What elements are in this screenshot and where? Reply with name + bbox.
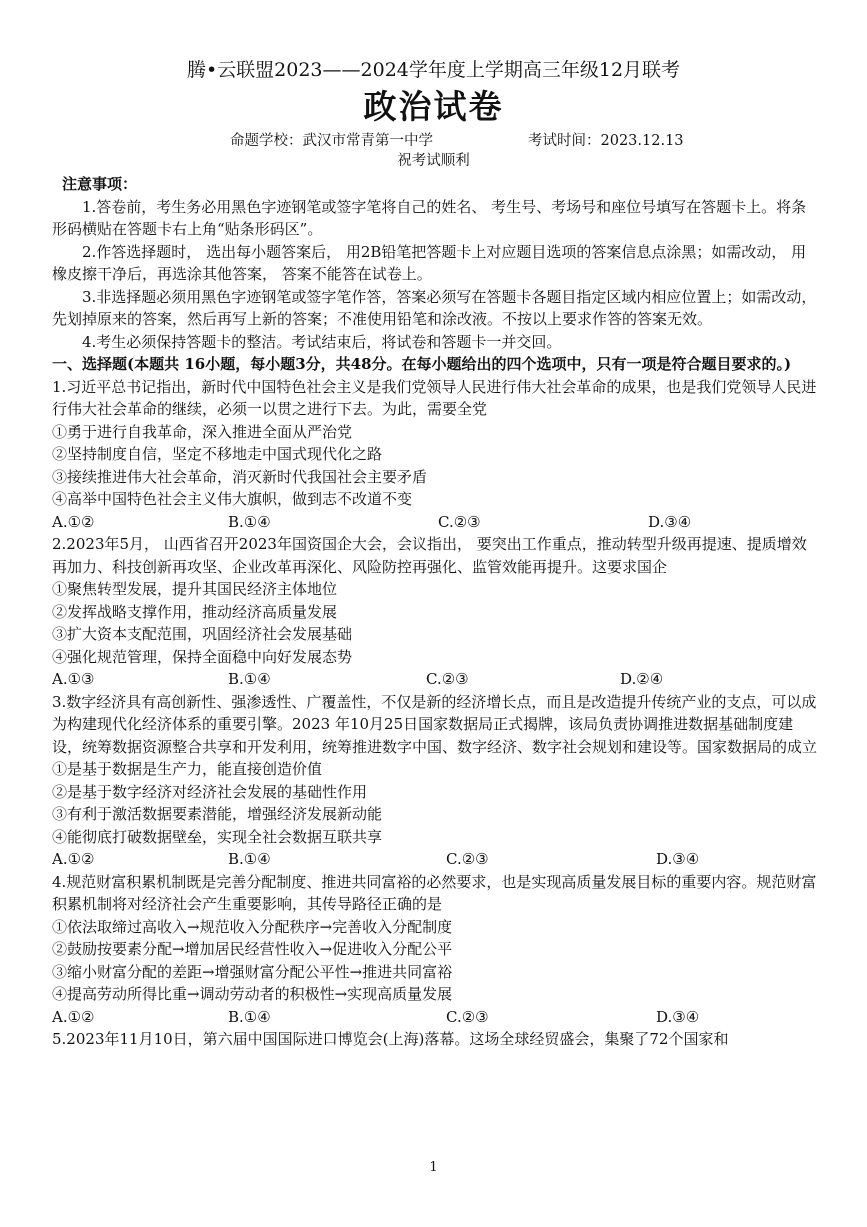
question-stem: 5.2023年11月10日，第六届中国国际进口博览会(上海)落幕。这场全球经贸盛会，集聚了72个国家和 (52, 1030, 729, 1048)
question-stem: 4.规范财富积累机制既是完善分配制度、推进共同富裕的必然要求，也是实现高质量发展目标的重要内容。规范财富积累机制将对经济社会产生重要影响，其传导路径正确的是 (52, 872, 817, 913)
option-b: B.①④ (228, 512, 271, 531)
option-a: A.①② (52, 1007, 95, 1026)
exam-time: 考试时间：2023.12.13 (528, 133, 684, 149)
question-item: ③扩大资本支配范围，巩固经济社会发展基础 (52, 625, 353, 643)
notice-item: 3.非选择题必须用黑色字迹钢笔或签字笔作答，答案必须写在答题卡各题目指定区域内相应位置上；如需改动，先划掉原来的答案，然后再写上新的答案；不准使用铅笔和涂改液。不按以上要求作答的答案无效。 (52, 287, 817, 328)
option-d: D.②④ (620, 670, 664, 688)
question-item: ③有利于激活数据要素潜能，增强经济发展新动能 (52, 805, 383, 823)
question-stem: 3.数字经济具有高创新性、强渗透性、广覆盖性，不仅是新的经济增长点，而且是改造提升传统产业的支点，可以成为构建现代化经济体系的重要引擎。2023 年10月25日国家数据局正式揭牌，该局负责协调推进数据基础制度建设，统筹数据资源整合共享和开发利用，统筹推进数字中国、数字经济、数字社会规划和建设等。国家数据局的成立 (52, 692, 818, 756)
wish-text: 祝考试顺利 (397, 153, 470, 169)
page-number: 1 (429, 1160, 438, 1175)
question-item: ④提高劳动所得比重→调动劳动者的积极性→实现高质量发展 (52, 985, 453, 1003)
option-c: C.②③ (438, 512, 481, 531)
answer-options (52, 848, 818, 871)
question-item: ③缩小财富分配的差距→增强财富分配公平性→推进共同富裕 (52, 962, 453, 981)
option-a: A.①② (52, 850, 95, 868)
option-c: C.②③ (446, 1007, 489, 1026)
option-a: A.①② (52, 512, 95, 531)
question-item: ②发挥战略支撑作用，推动经济高质量发展 (52, 602, 338, 621)
question-stem: 2.2023年5月， 山西省召开2023年国资国企大会，会议指出， 要突出工作重点，推动转型升级再提速、提质增效再加力、科技创新再攻坚、企业改革再深化、风险防控再强化、监管效能再提升。这要求国企 (52, 535, 807, 576)
answer-options (52, 511, 818, 534)
option-d: D.③④ (648, 512, 692, 531)
question-item: ①勇于进行自我革命，深入推进全面从严治党 (52, 422, 353, 441)
option-a: A.①③ (52, 670, 95, 688)
question-stem: 1.习近平总书记指出，新时代中国特色社会主义是我们党领导人民进行伟大社会革命的成果，也是我们党领导人民进行伟大社会革命的继续，必须一以贯之进行下去。为此，需要全党 (52, 377, 817, 418)
question-item: ②坚持制度自信，坚定不移地走中国式现代化之路 (52, 445, 383, 463)
option-c: C.②③ (446, 850, 489, 868)
option-c: C.②③ (426, 670, 469, 688)
answer-options (52, 668, 818, 691)
option-d: D.③④ (656, 1007, 700, 1026)
question-item: ④能彻底打破数据壁垒，实现全社会数据互联共享 (52, 827, 383, 846)
school-name: 命题学校：武汉市常青第一中学 (230, 133, 433, 149)
question-item: ③接续推进伟大社会革命，消灭新时代我国社会主要矛盾 (52, 467, 428, 486)
subject-title: 政治试卷 (363, 87, 504, 126)
section-heading: 一、选择题(本题共 16小题，每小题3分，共48分。在每小题给出的四个选项中，只有一项是符合题目要求的。) (52, 355, 792, 373)
question-item: ②是基于数字经济对经济社会发展的基础性作用 (52, 782, 368, 801)
question-item: ④高举中国特色社会主义伟大旗帜，做到志不改道不变 (52, 490, 413, 508)
option-b: B.①④ (228, 850, 271, 868)
option-b: B.①④ (228, 670, 271, 688)
answer-options (52, 1006, 818, 1029)
question-item: ①聚焦转型发展，提升其国民经济主体地位 (52, 580, 338, 598)
option-d: D.③④ (656, 850, 700, 868)
notice-item: 1.答卷前，考生务必用黑色字迹钢笔或签字笔将自己的姓名、 考生号、考场号和座位号填写在答题卡上。将条形码横贴在答题卡右上角“贴条形码区”。 (52, 197, 807, 238)
question-item: ①是基于数据是生产力，能直接创造价值 (52, 760, 323, 778)
question-item: ②鼓励按要素分配→增加居民经营性收入→促进收入分配公平 (52, 940, 453, 958)
question-item: ④强化规范管理，保持全面稳中向好发展态势 (52, 647, 353, 666)
notice-item: 2.作答选择题时， 选出每小题答案后， 用2B铅笔把答题卡上对应题目选项的答案信息点涂黑；如需改动， 用橡皮擦干净后，再选涂其他答案， 答案不能答在试卷上。 (52, 242, 807, 283)
exam-title: 腾•云联盟2023——2024学年度上学期高三年级12月联考 (186, 59, 681, 81)
notice-item: 4.考生必须保持答题卡的整洁。考试结束后，将试卷和答题卡一并交回。 (82, 332, 562, 351)
question-item: ①依法取缔过高收入→规范收入分配秩序→完善收入分配制度 (52, 917, 453, 936)
notice-heading: 注意事项： (62, 175, 138, 193)
option-b: B.①④ (228, 1007, 271, 1026)
exam-content (52, 173, 818, 1051)
